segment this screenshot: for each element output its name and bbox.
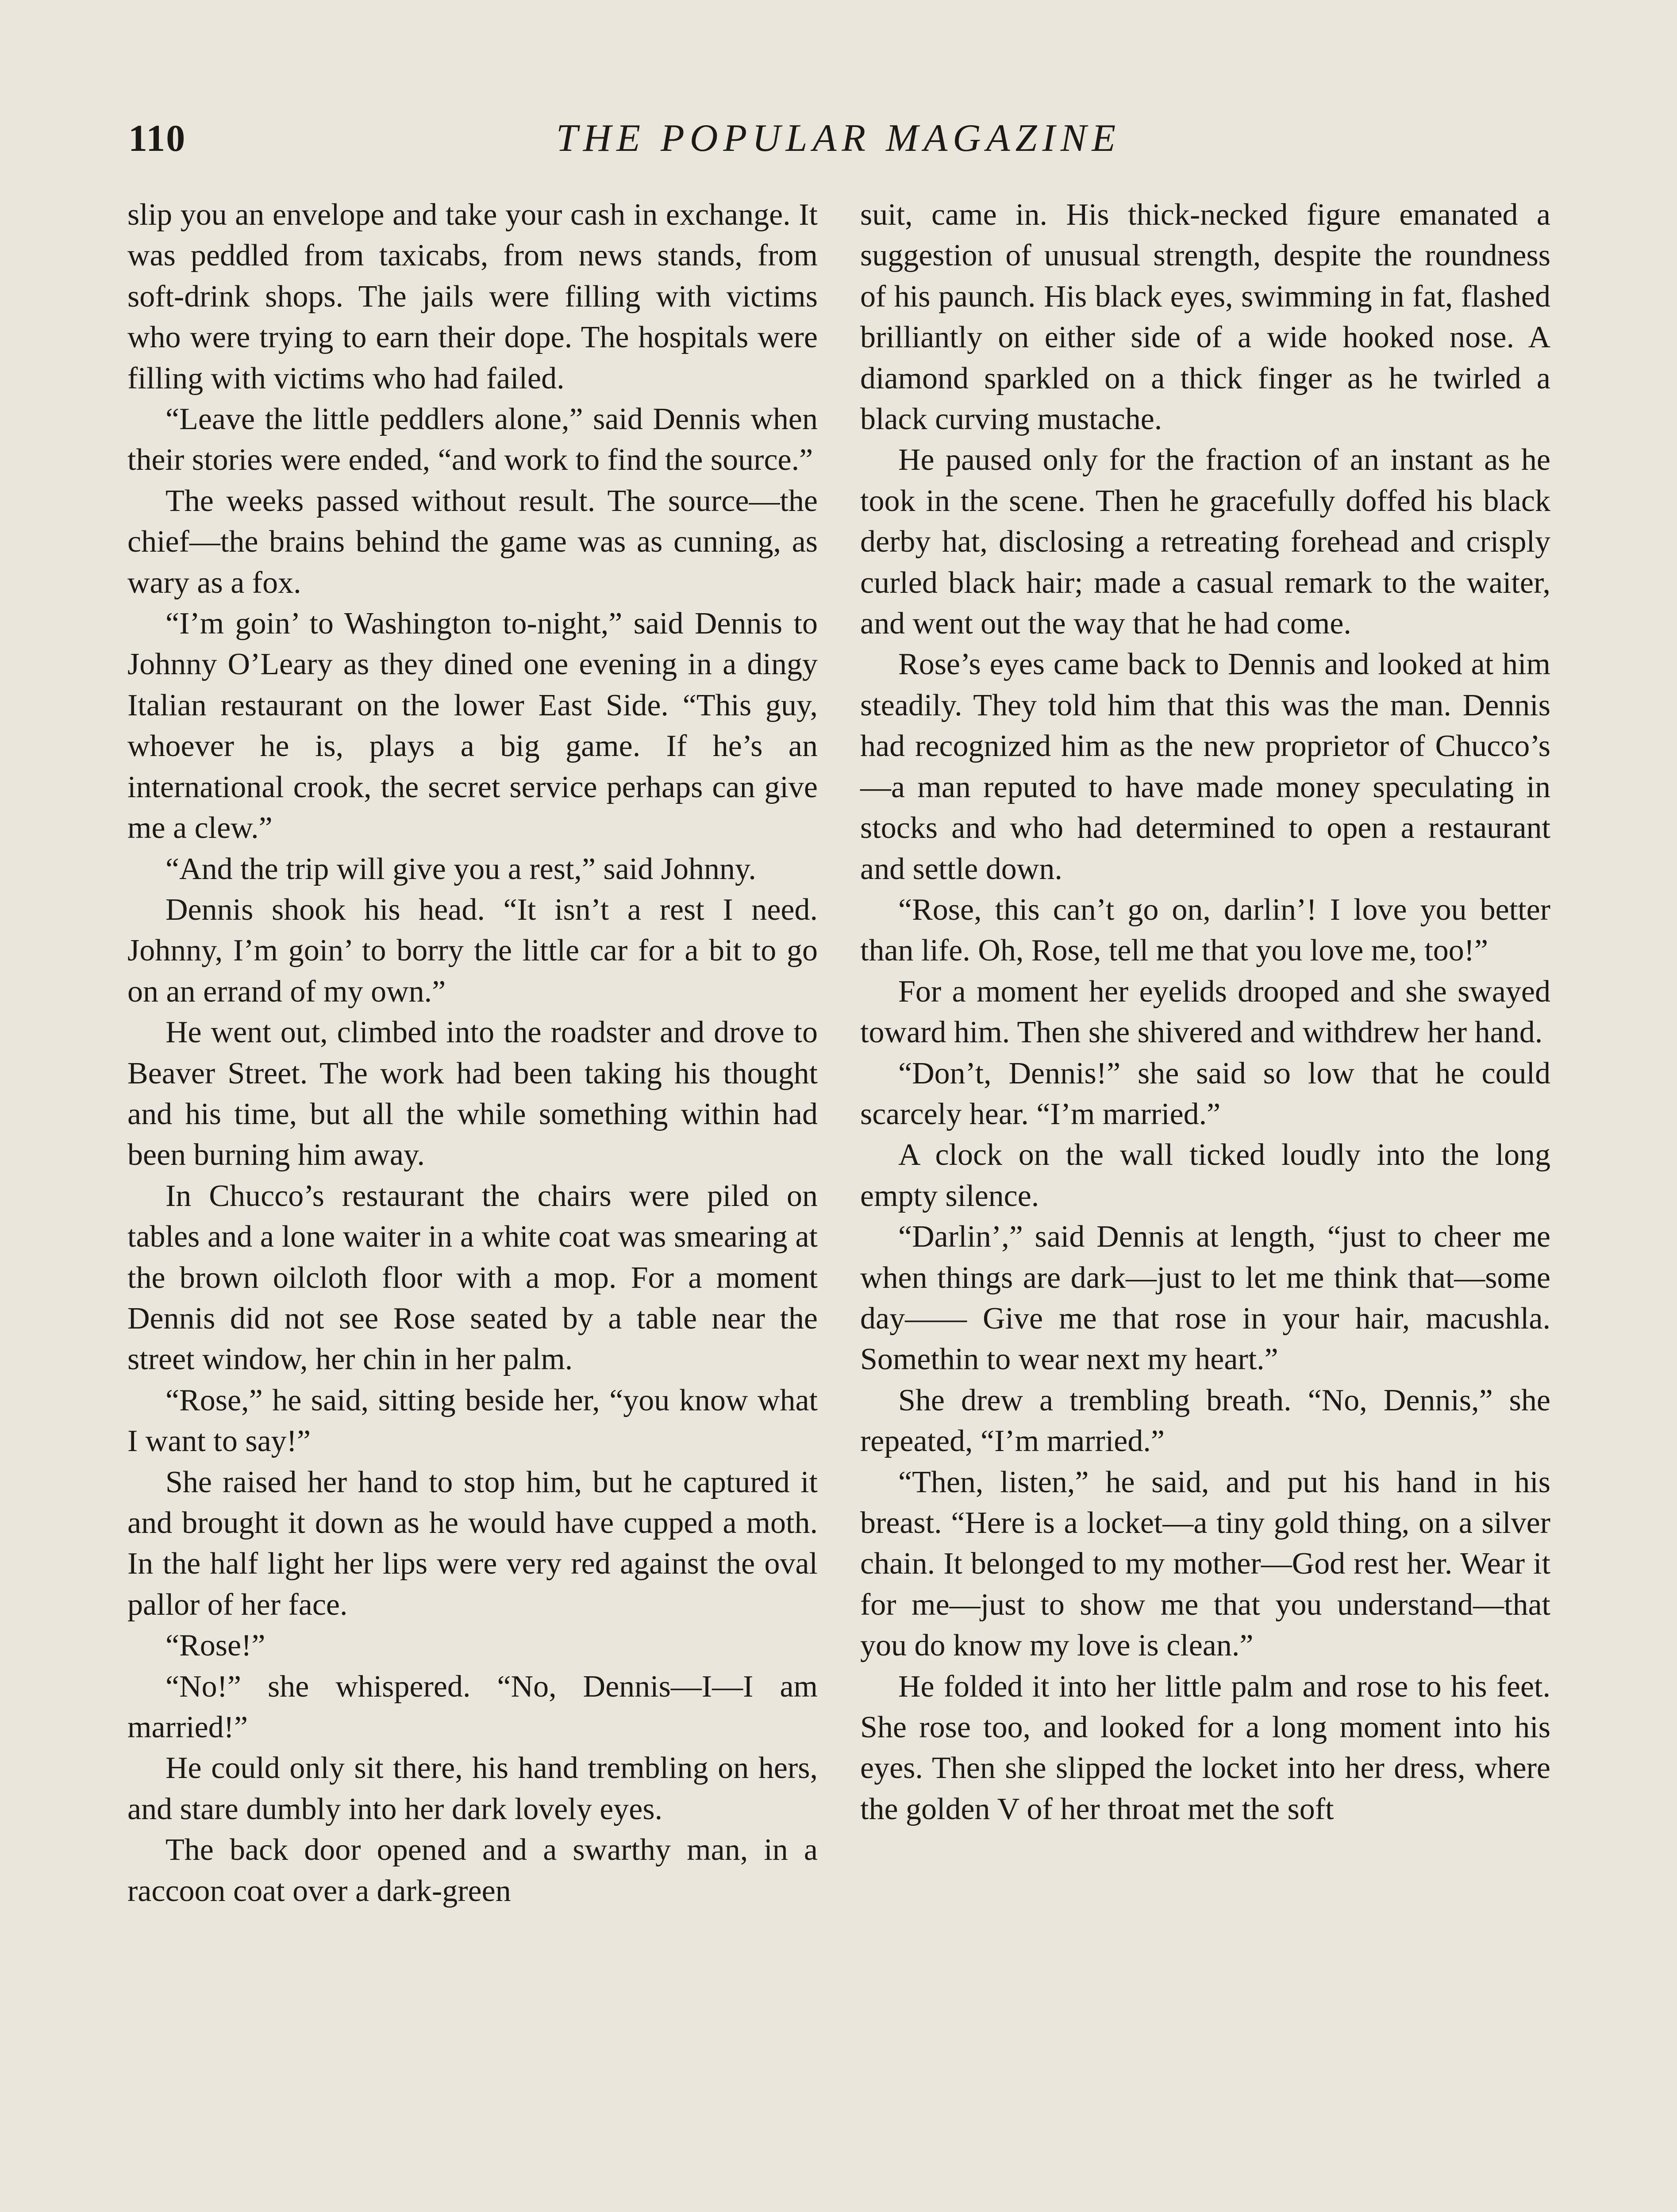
paragraph: “Darlin’,” said Dennis at length, “just to cheer me when things are dark—just to let me think that—some day—— Give me that rose in your hair, macushla. Somethin to wear next my heart.” xyxy=(860,1220,1550,1377)
paragraph: She drew a trembling breath. “No, Dennis,” she repeated, “I’m married.” xyxy=(860,1383,1550,1459)
paragraph: The weeks passed without result. The source—the chief—the brains behind the game was as cunning, as wary as a fox. xyxy=(127,484,818,600)
paragraph: He went out, climbed into the roadster and drove to Beaver Street. The work had been taking his thought and his time, but all the while something within had been burning him away. xyxy=(127,1015,818,1172)
page-number: 110 xyxy=(128,117,186,159)
paragraph: The back door opened and a swarthy man, in a raccoon coat over a dark-green xyxy=(127,1833,818,1908)
right-column xyxy=(860,195,1550,1830)
paragraph: A clock on the wall ticked loudly into the long empty silence. xyxy=(860,1138,1550,1213)
left-column xyxy=(127,195,818,1912)
paragraph: She raised her hand to stop him, but he captured it and brought it down as he would have cupped a moth. In the half light her lips were very red against the oval pallor of her face. xyxy=(127,1465,818,1622)
paragraph: “Leave the little peddlers alone,” said Dennis when their stories were ended, “and work to find the source.” xyxy=(127,402,818,477)
paragraph: “I’m goin’ to Washington to-night,” said Dennis to Johnny O’Leary as they dined one evening in a dingy Italian restaurant on the lower East Side. “This guy, whoever he is, plays a big game. If he’s an international crook, the secret service perhaps can give me a clew.” xyxy=(127,607,818,845)
paragraph: “Don’t, Dennis!” she said so low that he could scarcely hear. “I’m married.” xyxy=(860,1056,1550,1131)
paragraph: “No!” she whispered. “No, Dennis—I—I am married!” xyxy=(127,1669,818,1745)
magazine-title: THE POPULAR MAGAZINE xyxy=(556,117,1121,160)
paragraph: slip you an envelope and take your cash in exchange. It was peddled from taxicabs, from news stands, from soft-drink shops. The jails were filling with victims who were trying to earn their dope. The hospitals were filling with victims who had failed. xyxy=(127,198,818,396)
paragraph: He could only sit there, his hand trembling on hers, and stare dumbly into her dark lovely eyes. xyxy=(127,1751,818,1826)
paragraph: For a moment her eyelids drooped and she swayed toward him. Then she shivered and withdrew her hand. xyxy=(860,974,1550,1050)
paragraph: He paused only for the fraction of an instant as he took in the scene. Then he gracefully doffed his black derby hat, disclosing a retreating forehead and crisply curled black hair; made a casual remark to the waiter, and went out the way that he had come. xyxy=(860,443,1550,641)
paragraph: Dennis shook his head. “It isn’t a rest I need. Johnny, I’m goin’ to borry the little car for a bit to go on an errand of my own.” xyxy=(127,892,818,1009)
paragraph: In Chucco’s restaurant the chairs were piled on tables and a lone waiter in a white coat was smearing at the brown oilcloth floor with a mop. For a moment Dennis did not see Rose seated by a table near the street window, her chin in her palm. xyxy=(127,1179,818,1377)
paragraph: “Rose!” xyxy=(165,1628,265,1663)
paragraph: “And the trip will give you a rest,” said Johnny. xyxy=(165,852,756,886)
paragraph: He folded it into her little palm and rose to his feet. She rose too, and looked for a long moment into his eyes. Then she slipped the locket into her dress, where the golden V of her throat met the soft xyxy=(860,1669,1550,1826)
paragraph: Rose’s eyes came back to Dennis and looked at him steadily. They told him that this was the man. Dennis had recognized him as the new proprietor of Chucco’s—a man reputed to have made money speculating in stocks and who had determined to open a restaurant and settle down. xyxy=(860,647,1550,886)
paragraph: suit, came in. His thick-necked figure emanated a suggestion of unusual strength, despite the roundness of his paunch. His black eyes, swimming in fat, flashed brilliantly on either side of a wide hooked nose. A diamond sparkled on a thick finger as he twirled a black curving mustache. xyxy=(860,198,1550,437)
paragraph: “Then, listen,” he said, and put his hand in his breast. “Here is a locket—a tiny gold thing, on a silver chain. It belonged to my mother—God rest her. Wear it for me—just to show me that you understand—that you do know my love is clean.” xyxy=(860,1465,1550,1663)
paragraph: “Rose, this can’t go on, darlin’! I love you better than life. Oh, Rose, tell me that you love me, too!” xyxy=(860,892,1550,968)
page-header xyxy=(128,116,1549,173)
paragraph: “Rose,” he said, sitting beside her, “you know what I want to say!” xyxy=(127,1383,818,1459)
